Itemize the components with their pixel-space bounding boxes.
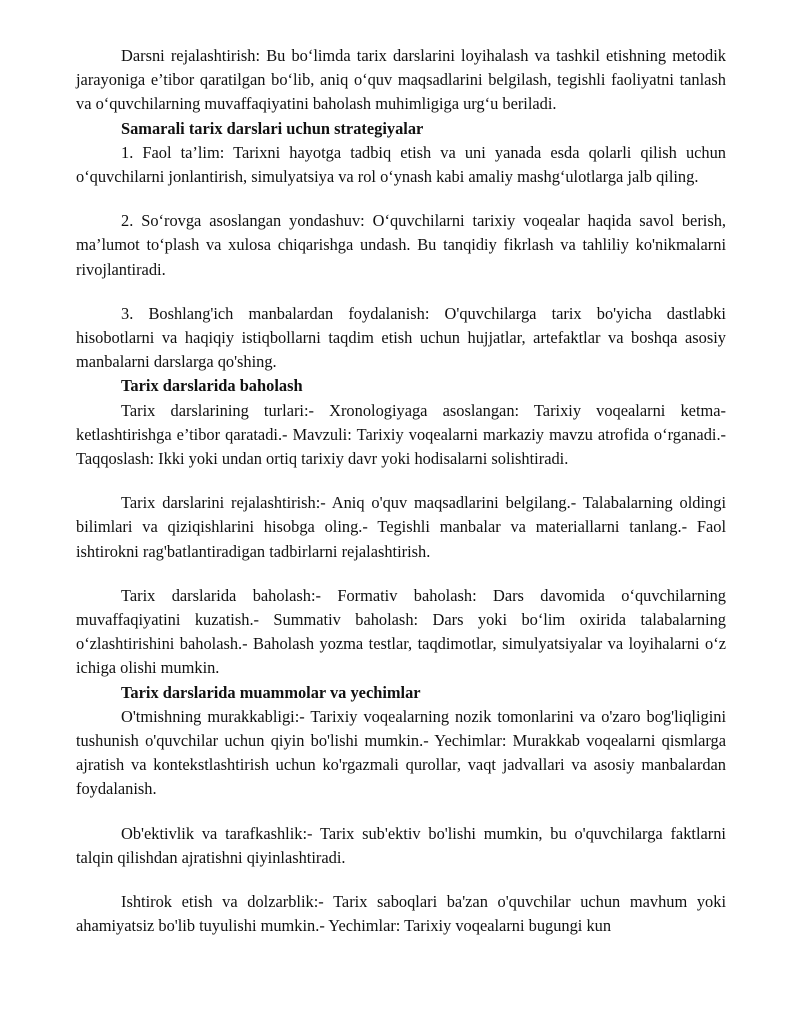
paragraph-complexity: O'tmishning murakkabligi:- Tarixiy voqealarning nozik tomonlarini va o'zaro bog'liqligini tushunish o'quvchilar uchun qiyin bo'lishi mumkin.- Yechimlar: Murakkab voqealarni qismlarga ajratish va kontekstlashtirish uchun ko'rgazmali qurollar, vaqt jadvallari va asosiy manbalardan foydalanish. xyxy=(76,706,726,799)
paragraph-active-learning: 1. Faol ta’lim: Tarixni hayotga tadbiq etish va uni yanada esda qolarli qilish uchun o‘quvchilarni jonlantirish, simulyatsiya va rol o‘ynash kabi amaliy mashg‘ulotlarga jalb qiling. xyxy=(76,142,726,187)
paragraph-lesson-planning: Tarix darslarini rejalashtirish:- Aniq o'quv maqsadlarini belgilang.- Talabalarning oldingi bilimlari va qiziqishlarini hisobga oling.- Tegishli manbalar va materiallarni tanlang.- Faol ishtirokni rag'batlantiradigan tadbirlarni rejalashtirish. xyxy=(76,493,726,561)
paragraph-lesson-types: Tarix darslarining turlari:- Xronologiyaga asoslangan: Tarixiy voqealarni ketma-ketlashtirishga e’tibor qaratadi.- Mavzuli: Tarixiy voqealarni markaziy mavzu atrofida o‘rganadi.- Taqqoslash: Ikki yoki undan ortiq tarixiy davr yoki hodisalarni solishtiradi. xyxy=(76,400,726,469)
section-heading-problems: Tarix darslarida muammolar va yechimlar xyxy=(121,682,421,702)
paragraph-inquiry-approach: 2. So‘rovga asoslangan yondashuv: O‘quvchilarni tarixiy voqealar haqida savol berish, ma’lumot to‘plash va xulosa chiqarishga undash. Bu tanqidiy fikrlash va tahliliy ko'nikmalarni rivojlantiradi. xyxy=(76,211,726,279)
section-heading-strategies: Samarali tarix darslari uchun strategiyalar xyxy=(121,118,424,138)
paragraph-assessment: Tarix darslarida baholash:- Formativ baholash: Dars davomida o‘quvchilarning muvaffaqiyatini kuzatish.- Summativ baholash: Dars yoki bo‘lim oxirida talabalarning o‘zlashtirishini baholash.- Baholash yozma testlar, taqdimotlar, simulyatsiyalar va loyihalarni o‘z ichiga olishi mumkin. xyxy=(76,585,726,678)
paragraph-engagement: Ishtirok etish va dolzarblik:- Tarix saboqlari ba'zan o'quvchilar uchun mavhum yoki ahamiyatsiz bo'lib tuyulishi mumkin.- Yechimlar: Tarixiy voqealarni bugungi kun xyxy=(76,892,726,936)
document-page xyxy=(76,44,726,939)
intro-paragraph: Darsni rejalashtirish: Bu bo‘limda tarix darslarini loyihalash va tashkil etishning metodik jarayoniga e’tibor qaratilgan bo‘lib, aniq o‘quv maqsadlarini belgilash, tegishli faoliyatni tanlash va o‘quvchilarning muvaffaqiyatini baholash muhimligiga urg‘u beriladi. xyxy=(76,46,726,114)
paragraph-objectivity: Ob'ektivlik va tarafkashlik:- Tarix sub'ektiv bo'lishi mumkin, bu o'quvchilarga faktlarni talqin qilishdan ajratishni qiyinlashtiradi. xyxy=(76,823,726,867)
paragraph-primary-sources: 3. Boshlang'ich manbalardan foydalanish: O'quvchilarga tarix bo'yicha dastlabki hisobotlarni va haqiqiy istiqbollarni taqdim etish uchun hujjatlar, artefaktlar va boshqa asosiy manbalarni darslarga qo'shing. xyxy=(76,303,726,372)
section-heading-assessment: Tarix darslarida baholash xyxy=(121,376,303,396)
